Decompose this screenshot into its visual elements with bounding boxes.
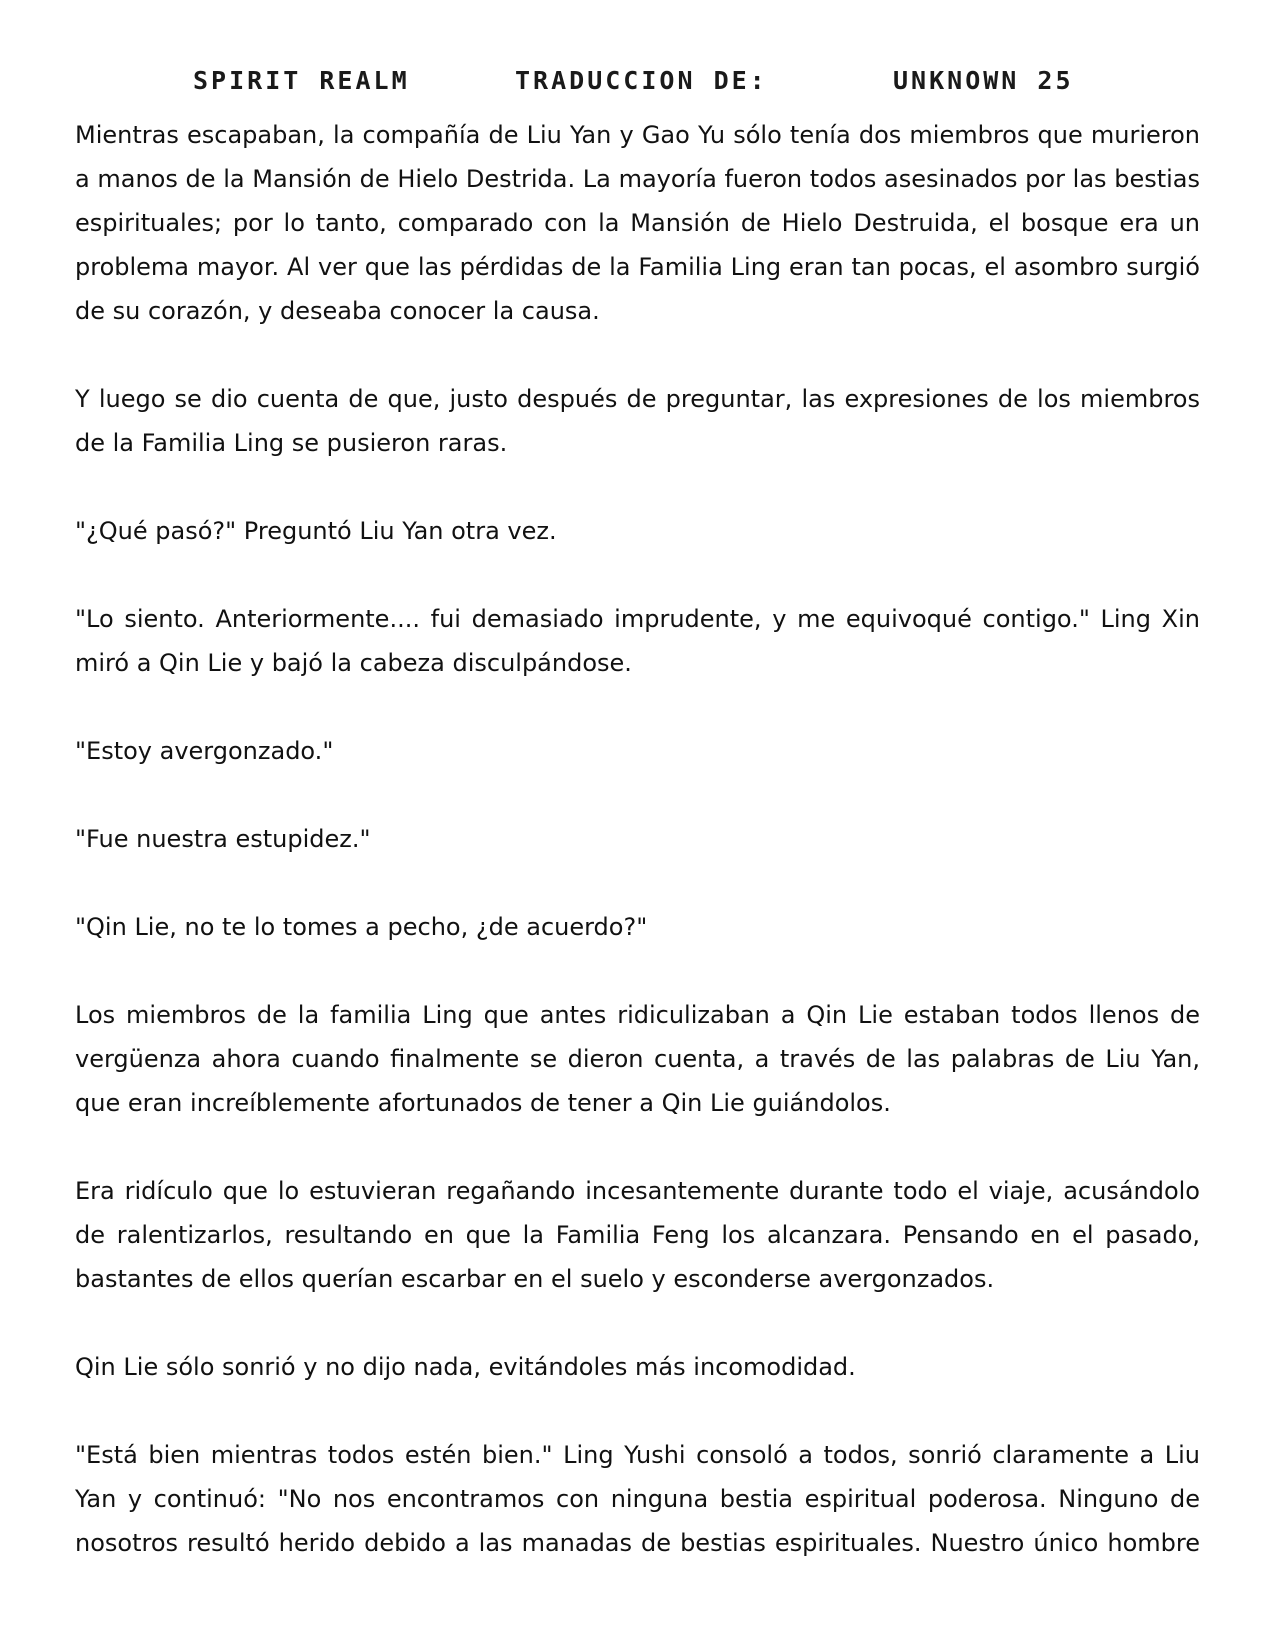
paragraph: Los miembros de la familia Ling que antes ridiculizaban a Qin Lie estaban todos llenos de vergüenza ahora cuando finalmente se dieron cuenta, a través de las palabras de Liu Yan, que eran increíblemente afortunados de tener a Qin Lie guiándolos.: [75, 1001, 1200, 1117]
paragraph: "Está bien mientras todos estén bien." Ling Yushi consoló a todos, sonrió claramente a Liu Yan y continuó: "No nos encontramos con ninguna bestia espiritual poderosa. Ninguno de nosotros resultó herido debido a las manadas de bestias espirituales. Nuestro único hombre: [75, 1441, 1200, 1557]
paragraph: "¿Qué pasó?" Preguntó Liu Yan otra vez.: [75, 517, 557, 545]
paragraph: Qin Lie sólo sonrió y no dijo nada, evitándoles más incomodidad.: [75, 1353, 856, 1381]
paragraph: "Estoy avergonzado.": [75, 737, 334, 765]
paragraph: Mientras escapaban, la compañía de Liu Yan y Gao Yu sólo tenía dos miembros que murieron a manos de la Mansión de Hielo Destrida. La mayoría fueron todos asesinados por las bestias espirituales; por lo tanto, comparado con la Mansión de Hielo Destruida, el bosque era un problema mayor. Al ver que las pérdidas de la Familia Ling eran tan pocas, el asombro surgió de su corazón, y deseaba conocer la causa.: [75, 121, 1200, 325]
page-header: [0, 66, 1275, 106]
header-title: SPIRIT REALM: [193, 66, 410, 95]
paragraph: "Lo siento. Anteriormente.... fui demasiado imprudente, y me equivoqué contigo." Ling Xin miró a Qin Lie y bajó la cabeza disculpándose.: [75, 605, 1200, 677]
paragraph: Era ridículo que lo estuvieran regañando incesantemente durante todo el viaje, acusándolo de ralentizarlos, resultando en que la Familia Feng los alcanzara. Pensando en el pasado, bastantes de ellos querían escarbar en el suelo y esconderse avergonzados.: [75, 1177, 1200, 1293]
paragraph: "Fue nuestra estupidez.": [75, 825, 371, 853]
document-body: [75, 113, 1200, 1565]
paragraph: "Qin Lie, no te lo tomes a pecho, ¿de acuerdo?": [75, 913, 648, 941]
header-translator: UNKNOWN 25: [893, 66, 1074, 95]
header-translation-label: TRADUCCION DE:: [515, 66, 768, 95]
paragraph: Y luego se dio cuenta de que, justo después de preguntar, las expresiones de los miembros de la Familia Ling se pusieron raras.: [75, 385, 1200, 457]
